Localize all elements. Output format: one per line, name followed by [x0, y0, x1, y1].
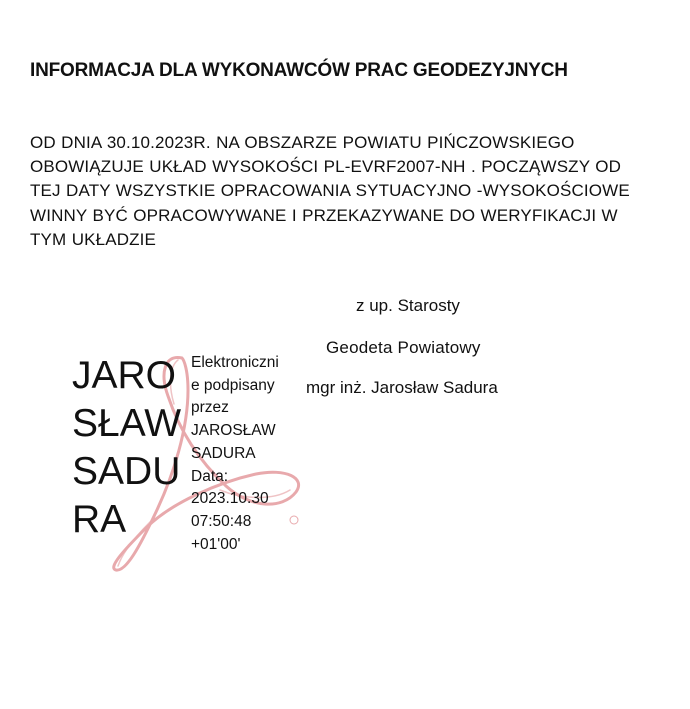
notice-body: [30, 131, 680, 252]
notice-line: WINNY BYĆ OPRACOWYWANE I PRZEKAZYWANE DO WERYFIKACJI W: [30, 205, 618, 225]
notice-line: OBOWIĄZUJE UKŁAD WYSOKOŚCI PL-EVRF2007-NH . POCZĄWSZY OD: [30, 157, 622, 177]
notice-line: OD DNIA 30.10.2023R. NA OBSZARZE POWIATU PIŃCZOWSKIEGO: [30, 133, 575, 152]
signer-name-part: SŁAW: [72, 402, 182, 445]
signature-detail-line: e podpisany: [191, 376, 275, 394]
signature-timezone: +01'00': [191, 535, 241, 553]
signatory-role: Geodeta Powiatowy: [326, 338, 481, 357]
signature-time: 07:50:48: [191, 512, 252, 530]
document-title: INFORMACJA DLA WYKONAWCÓW PRAC GEODEZYJNYCH: [30, 60, 568, 81]
notice-line: TEJ DATY WSZYSTKIE OPRACOWANIA SYTUACYJNO -WYSOKOŚCIOWE: [30, 181, 630, 201]
notice-line: TYM UKŁADZIE: [30, 229, 157, 249]
signature-detail-line: Data:: [191, 467, 229, 485]
electronic-signature-block: [60, 340, 320, 580]
signature-detail-line: przez: [191, 399, 229, 417]
signatory-on-behalf: z up. Starosty: [356, 296, 460, 315]
signatory-name: mgr inż. Jarosław Sadura: [306, 378, 498, 397]
signature-detail-line: Elektroniczni: [191, 354, 279, 371]
signer-name-part: SADU: [72, 450, 181, 493]
signer-name-large: [72, 352, 181, 544]
signature-detail-line: JAROSŁAW: [191, 422, 276, 440]
signature-details: [191, 352, 279, 556]
signature-detail-line: SADURA: [191, 444, 256, 462]
signature-date: 2023.10.30: [191, 490, 269, 508]
signer-name-part: JARO: [72, 354, 177, 397]
signer-name-part: RA: [72, 498, 127, 541]
